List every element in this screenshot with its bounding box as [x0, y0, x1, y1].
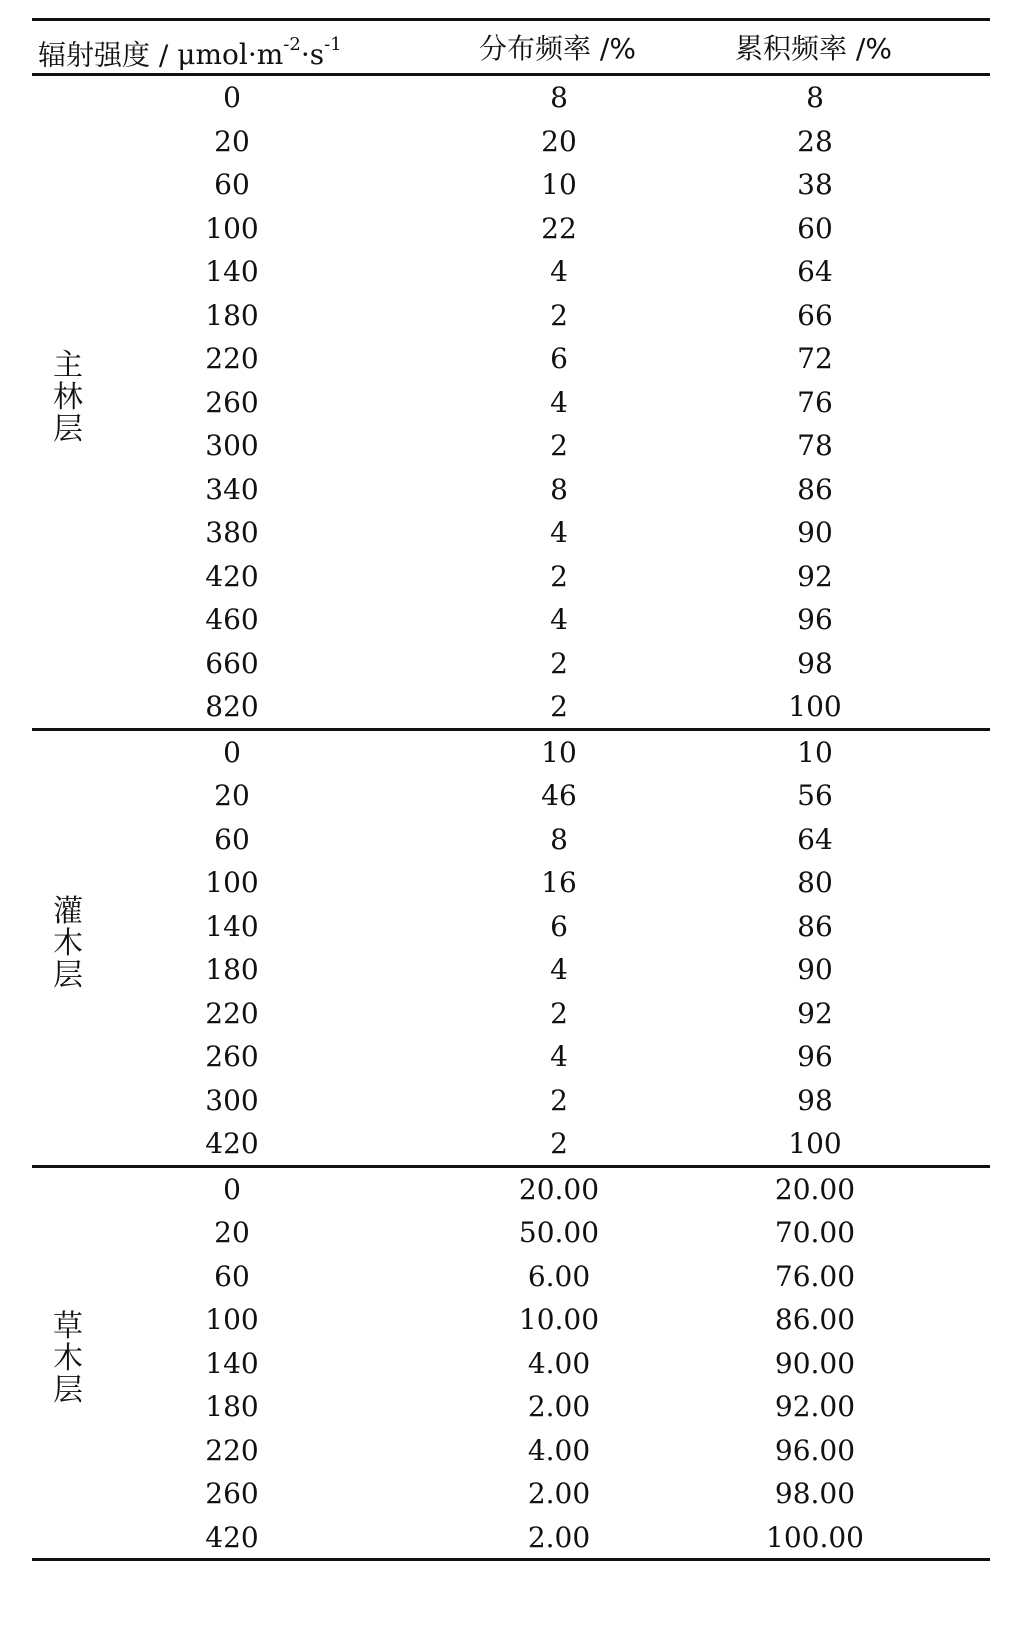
table-row	[32, 76, 990, 120]
cell-distribution: 8	[550, 822, 568, 856]
cell-distribution: 4	[550, 953, 568, 986]
cell-distribution: 2.00	[527, 1520, 591, 1554]
cell-distribution: 4	[550, 1040, 568, 1073]
table-row	[32, 1255, 990, 1299]
cell-distribution: 6	[550, 342, 568, 375]
header-radiation	[38, 21, 342, 77]
table-row	[32, 731, 990, 775]
table-row	[32, 598, 990, 642]
cell-cumulative: 28	[797, 124, 833, 158]
table-row	[32, 120, 990, 164]
table-row	[32, 468, 990, 512]
group-label: 草木层	[53, 1309, 83, 1409]
table-row	[32, 818, 990, 862]
cell-cumulative: 70.00	[774, 1216, 856, 1249]
cell-distribution: 2.00	[527, 1477, 591, 1510]
cell-cumulative: 72	[797, 342, 833, 375]
cell-distribution: 10.00	[518, 1303, 600, 1336]
table-row	[32, 1298, 990, 1342]
cell-distribution: 2	[550, 690, 568, 723]
unit-main: mol·m	[195, 38, 284, 72]
table-row	[32, 774, 990, 818]
table-row	[32, 685, 990, 729]
table-row	[32, 642, 990, 686]
table-row	[32, 861, 990, 905]
cell-cumulative: 92.00	[774, 1390, 856, 1423]
cell-radiation: 180	[205, 298, 259, 332]
cell-distribution: 22	[541, 211, 577, 245]
table-row	[32, 424, 990, 468]
cell-radiation: 180	[205, 1390, 259, 1423]
cell-cumulative: 98.00	[774, 1477, 856, 1510]
cell-distribution: 4.00	[527, 1346, 591, 1380]
cell-radiation: 140	[205, 909, 259, 943]
group-2	[32, 1168, 990, 1560]
cell-radiation: 260	[205, 1040, 259, 1073]
cell-distribution: 4	[550, 385, 568, 419]
table-row	[32, 555, 990, 599]
unit-exp1: -2	[283, 34, 301, 55]
cell-distribution: 50.00	[518, 1216, 600, 1249]
cell-radiation: 20	[214, 1216, 250, 1249]
table-row	[32, 250, 990, 294]
cell-distribution: 6	[550, 909, 568, 943]
cell-cumulative: 100	[788, 690, 842, 723]
cell-radiation: 340	[205, 472, 259, 506]
cell-cumulative: 90.00	[774, 1346, 856, 1380]
cell-cumulative: 100	[788, 1127, 842, 1160]
cell-radiation: 0	[223, 735, 241, 769]
table-row	[32, 1429, 990, 1473]
table-row	[32, 1472, 990, 1516]
cell-distribution: 10	[541, 735, 577, 769]
cell-radiation: 460	[205, 603, 259, 636]
cell-distribution: 2	[550, 559, 568, 593]
table-row	[32, 207, 990, 251]
cell-distribution: 4	[550, 603, 568, 636]
cell-distribution: 2	[550, 996, 568, 1030]
cell-cumulative: 20.00	[774, 1172, 856, 1206]
cell-cumulative: 76	[797, 385, 833, 419]
table-row	[32, 511, 990, 555]
cell-distribution: 2	[550, 1127, 568, 1160]
cell-cumulative: 8	[806, 81, 824, 114]
cell-distribution: 6.00	[527, 1259, 591, 1293]
cell-cumulative: 80	[797, 866, 833, 899]
group-0	[32, 76, 990, 729]
cell-cumulative: 98	[797, 646, 833, 680]
table-row	[32, 337, 990, 381]
cell-distribution: 20.00	[518, 1172, 600, 1206]
cell-radiation: 420	[205, 1520, 259, 1554]
group-label: 灌木层	[53, 894, 83, 993]
cell-cumulative: 86.00	[774, 1303, 856, 1336]
cell-cumulative: 90	[797, 953, 833, 986]
cell-radiation: 220	[205, 342, 259, 375]
group-label: 主林层	[53, 348, 83, 448]
cell-cumulative: 90	[797, 516, 833, 549]
table-row	[32, 1035, 990, 1079]
cell-radiation: 260	[205, 385, 259, 419]
cell-radiation: 140	[205, 255, 259, 288]
unit-mu: μ	[177, 38, 196, 72]
table-row	[32, 381, 990, 425]
table-row	[32, 1211, 990, 1255]
cell-radiation: 20	[214, 124, 250, 158]
header-radiation-unit	[177, 34, 342, 72]
cell-distribution: 4	[550, 516, 568, 549]
cell-distribution: 2	[550, 646, 568, 680]
cell-radiation: 420	[205, 1127, 259, 1160]
bottom-rule	[32, 1558, 990, 1561]
cell-distribution: 46	[541, 779, 577, 812]
cell-radiation: 100	[205, 866, 259, 899]
cell-cumulative: 92	[797, 996, 833, 1030]
table-row	[32, 1342, 990, 1386]
cell-radiation: 260	[205, 1477, 259, 1510]
table-row	[32, 163, 990, 207]
table-row	[32, 294, 990, 338]
cell-distribution: 16	[541, 866, 577, 899]
table-header	[32, 21, 990, 77]
cell-distribution: 4.00	[527, 1433, 591, 1467]
cell-cumulative: 98	[797, 1083, 833, 1117]
table-row	[32, 1385, 990, 1429]
cell-distribution: 8	[550, 81, 568, 114]
cell-cumulative: 56	[797, 779, 833, 812]
cell-radiation: 300	[205, 429, 259, 462]
cell-cumulative: 78	[797, 429, 833, 462]
cell-radiation: 0	[223, 81, 241, 114]
table-row	[32, 948, 990, 992]
group-1	[32, 731, 990, 1166]
cell-cumulative: 96	[797, 1040, 833, 1073]
table-row	[32, 1168, 990, 1212]
cell-cumulative: 96.00	[774, 1433, 856, 1467]
cell-radiation: 100	[205, 211, 259, 245]
cell-distribution: 8	[550, 472, 568, 506]
cell-radiation: 0	[223, 1172, 241, 1206]
cell-radiation: 60	[214, 1259, 250, 1293]
cell-distribution: 20	[541, 124, 577, 158]
header-radiation-label: 辐射强度 /	[38, 38, 178, 72]
cell-radiation: 60	[214, 822, 250, 856]
cell-radiation: 100	[205, 1303, 259, 1336]
header-distribution: 分布频率 /%	[479, 32, 636, 65]
table-row	[32, 1122, 990, 1166]
cell-radiation: 380	[205, 516, 259, 549]
cell-radiation: 140	[205, 1346, 259, 1380]
cell-cumulative: 100.00	[766, 1520, 864, 1554]
cell-cumulative: 96	[797, 603, 833, 636]
cell-radiation: 60	[214, 168, 250, 201]
cell-cumulative: 86	[797, 472, 833, 506]
header-cumulative: 累积频率 /%	[735, 32, 892, 65]
cell-cumulative: 86	[797, 909, 833, 943]
cell-radiation: 20	[214, 779, 250, 812]
cell-cumulative: 92	[797, 559, 833, 593]
cell-radiation: 220	[205, 996, 259, 1030]
cell-cumulative: 64	[797, 255, 833, 288]
cell-radiation: 420	[205, 559, 259, 593]
cell-cumulative: 64	[797, 822, 833, 856]
cell-distribution: 2	[550, 429, 568, 462]
cell-cumulative: 10	[797, 735, 833, 769]
unit-mid: ·s	[300, 38, 325, 72]
cell-radiation: 220	[205, 1433, 259, 1467]
cell-distribution: 10	[541, 168, 577, 201]
table-row	[32, 992, 990, 1036]
cell-cumulative: 60	[797, 211, 833, 245]
unit-exp2: -1	[324, 34, 342, 55]
cell-radiation: 300	[205, 1083, 259, 1117]
cell-cumulative: 38	[797, 168, 833, 201]
cell-distribution: 4	[550, 255, 568, 288]
cell-cumulative: 76.00	[774, 1259, 856, 1293]
cell-distribution: 2	[550, 298, 568, 332]
cell-radiation: 820	[205, 690, 259, 723]
table-row	[32, 905, 990, 949]
cell-distribution: 2	[550, 1083, 568, 1117]
table-row	[32, 1079, 990, 1123]
cell-distribution: 2.00	[527, 1390, 591, 1423]
cell-radiation: 180	[205, 953, 259, 986]
cell-cumulative: 66	[797, 298, 833, 332]
cell-radiation: 660	[205, 646, 259, 680]
table-row	[32, 1516, 990, 1560]
